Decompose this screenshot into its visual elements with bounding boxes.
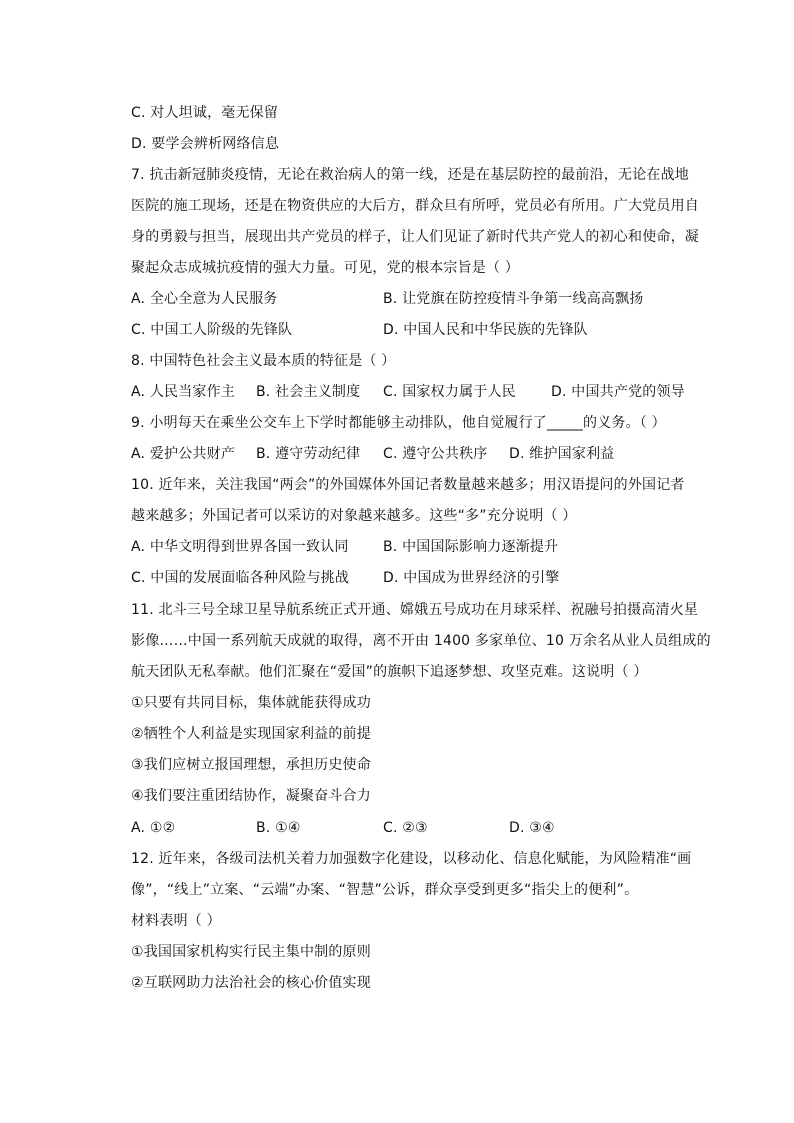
q11-stem-line: 影像……中国一系列航天成就的取得，离不开由 1400 多家单位、10 万余名从业人员组成的 — [131, 633, 711, 649]
q7-option-a: A. 全心全意为人民服务 — [131, 291, 278, 307]
q9-stem: 9. 小明每天在乘坐公交车上下学时都能够主动排队，他自觉履行了_____的义务。（ ） — [131, 415, 666, 431]
q9-option-d: D. 维护国家利益 — [509, 446, 615, 462]
q11-stem-line: 11. 北斗三号全球卫星导航系统正式开通、嫦娥五号成功在月球采样、祝融号拍摄高清火星 — [131, 602, 699, 618]
q11-statement: ③我们应树立报国理想，承担历史使命 — [131, 757, 371, 773]
q11-statement: ①只要有共同目标，集体就能获得成功 — [131, 695, 371, 711]
q10-stem-line: 10. 近年来，关注我国“两会”的外国媒体外国记者数量越来越多；用汉语提问的外国记者 — [131, 477, 685, 493]
q6-option-d: D. 要学会辨析网络信息 — [131, 136, 280, 152]
q12-stem-line: 材料表明（ ） — [131, 913, 221, 929]
q11-option-c: C. ②③ — [383, 820, 428, 836]
q11-option-a: A. ①② — [131, 820, 176, 836]
q10-option-c: C. 中国的发展面临各种风险与挑战 — [131, 570, 350, 586]
q11-option-d: D. ③④ — [509, 820, 555, 836]
q12-statement: ①我国国家机构实行民主集中制的原则 — [131, 944, 371, 960]
q9-option-c: C. 遵守公共秩序 — [383, 446, 488, 462]
q10-stem-line: 越来越多；外国记者可以采访的对象越来越多。这些“多”充分说明（ ） — [131, 508, 577, 524]
q8-option-c: C. 国家权力属于人民 — [383, 384, 516, 400]
q10-option-b: B. 中国国际影响力逐渐提升 — [383, 539, 559, 555]
q11-option-b: B. ①④ — [256, 820, 301, 836]
q7-stem-line: 医院的施工现场，还是在物资供应的大后方，群众旦有所呼，党员必有所用。广大党员用自 — [131, 198, 699, 214]
q9-option-a: A. 爱护公共财产 — [131, 446, 236, 462]
q9-option-b: B. 遵守劳动纪律 — [256, 446, 361, 462]
q7-stem-line: 身的勇毅与担当，展现出共产党员的样子，让人们见证了新时代共产党人的初心和使命，凝 — [131, 229, 699, 245]
q7-stem-line: 聚起众志成城抗疫情的强大力量。可见，党的根本宗旨是（ ） — [131, 260, 520, 276]
q7-stem-line: 7. 抗击新冠肺炎疫情，无论在救治病人的第一线，还是在基层防控的最前沿，无论在战地 — [131, 167, 690, 183]
q11-statement: ②牺牲个人利益是实现国家利益的前提 — [131, 726, 371, 742]
q8-stem: 8. 中国特色社会主义最本质的特征是（ ） — [131, 353, 396, 369]
q6-option-c: C. 对人坦诚，毫无保留 — [131, 105, 279, 121]
q12-statement: ②互联网助力法治社会的核心价值实现 — [131, 975, 371, 991]
q10-option-a: A. 中华文明得到世界各国一致认同 — [131, 539, 349, 555]
q7-option-b: B. 让党旗在防控疫情斗争第一线高高飘扬 — [383, 291, 644, 307]
q8-option-d: D. 中国共产党的领导 — [551, 384, 685, 400]
q10-option-d: D. 中国成为世界经济的引擎 — [383, 570, 560, 586]
q11-statement: ④我们要注重团结协作，凝聚奋斗合力 — [131, 788, 371, 804]
q11-stem-line: 航天团队无私奉献。他们汇聚在“爱国”的旗帜下追逐梦想、攻坚克难。这说明（ ） — [131, 664, 648, 680]
q7-option-d: D. 中国人民和中华民族的先锋队 — [383, 322, 588, 338]
q8-option-a: A. 人民当家作主 — [131, 384, 236, 400]
q12-stem-line: 12. 近年来，各级司法机关着力加强数字化建设，以移动化、信息化赋能，为风险精准“画 — [131, 851, 692, 867]
q8-option-b: B. 社会主义制度 — [256, 384, 361, 400]
q7-option-c: C. 中国工人阶级的先锋队 — [131, 322, 293, 338]
q12-stem-line: 像”，“线上”立案、“云端”办案、“智慧”公诉，群众享受到更多“指尖上的便利”。 — [131, 882, 639, 898]
